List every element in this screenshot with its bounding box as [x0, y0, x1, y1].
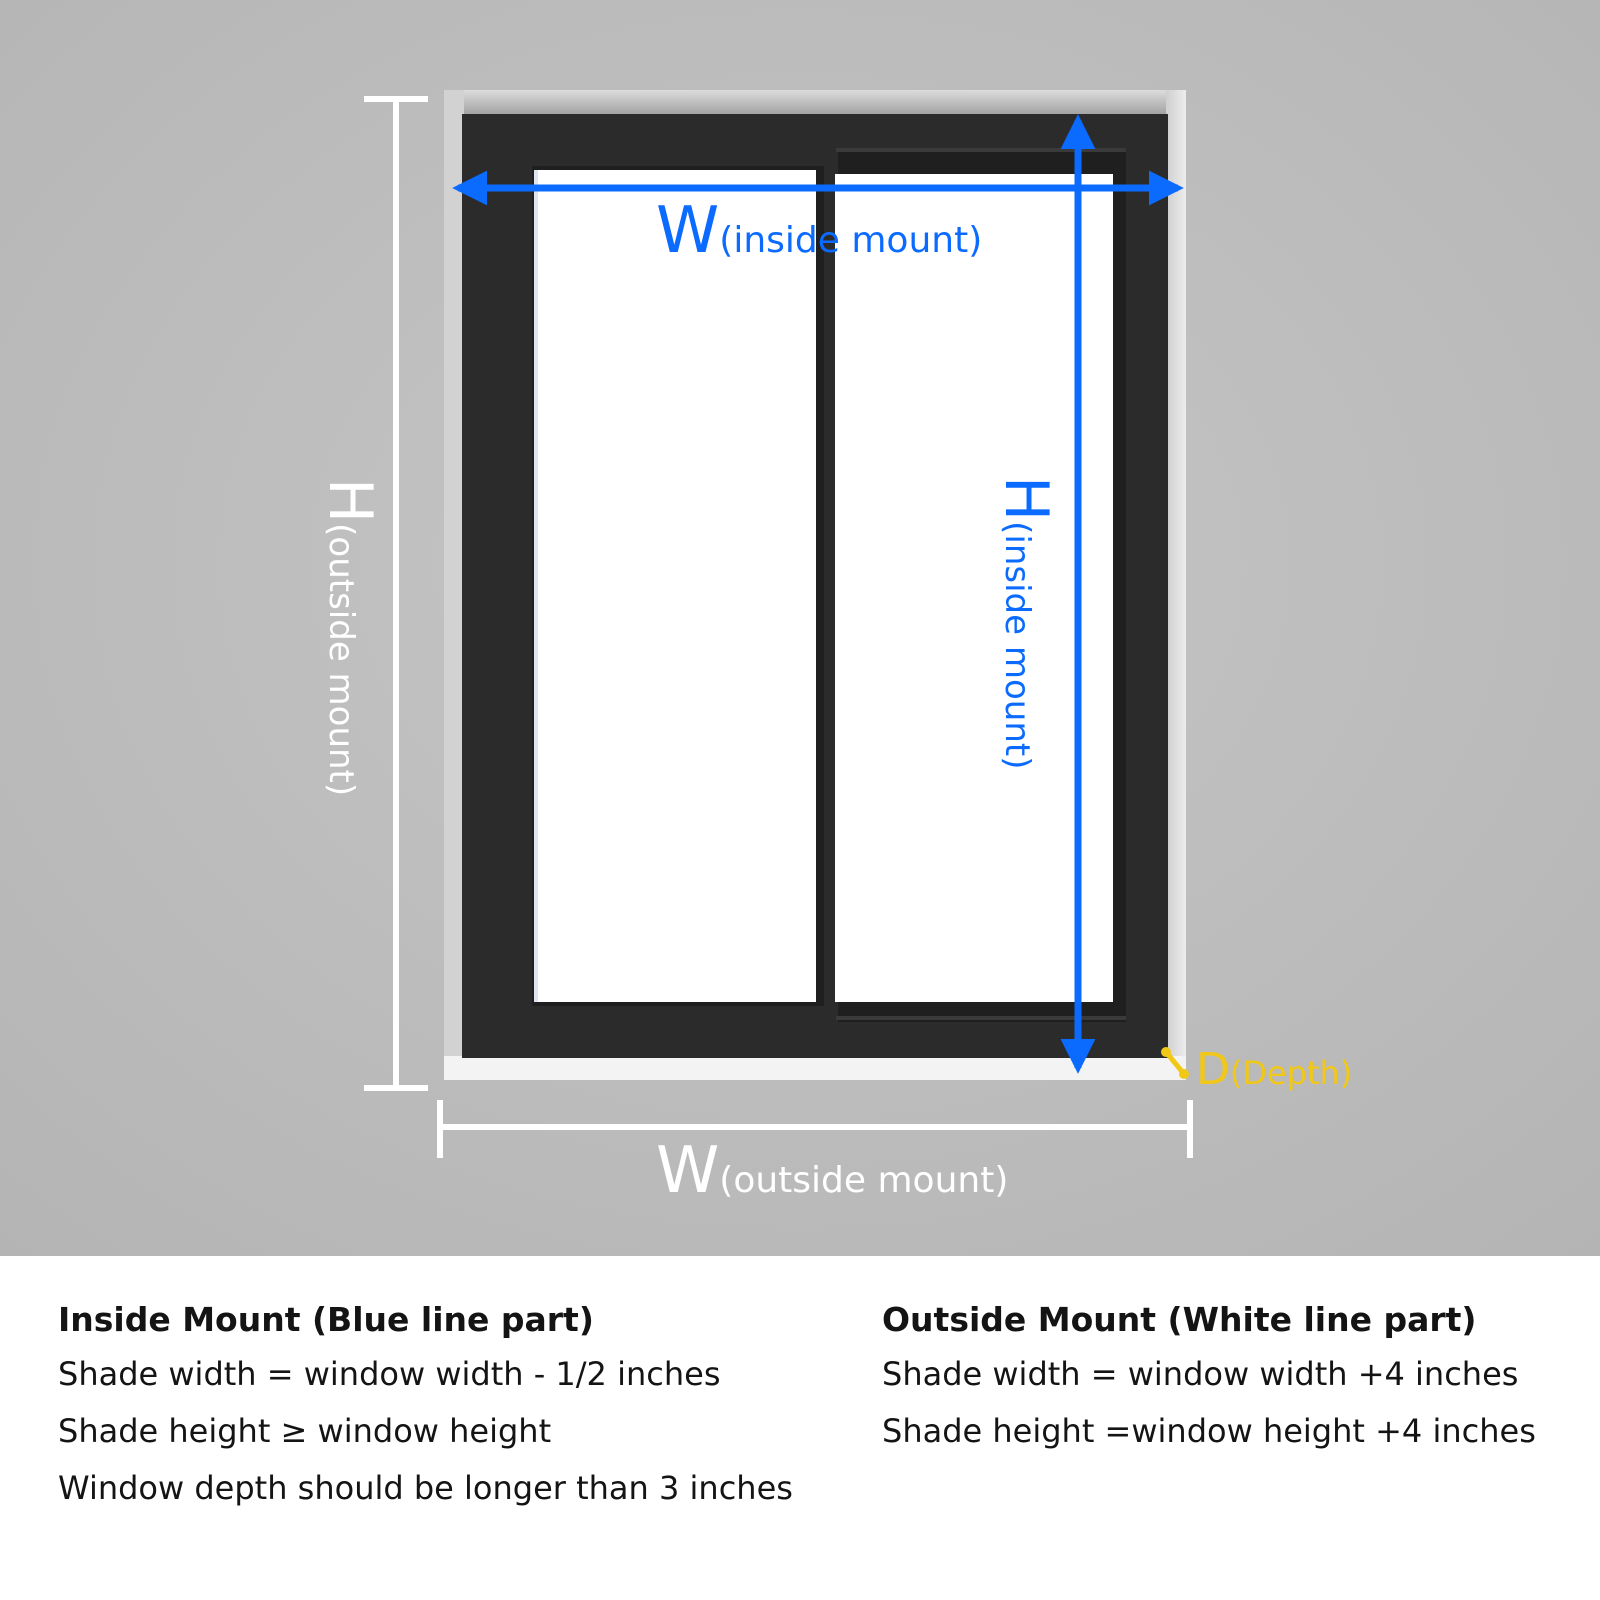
- outside-mount-line: Shade height =window height +4 inches: [882, 1412, 1536, 1450]
- inside-mount-heading: Inside Mount (Blue line part): [58, 1300, 594, 1339]
- left-glass-pane: [534, 170, 816, 1002]
- inside-mount-line: Shade height ≥ window height: [58, 1412, 552, 1450]
- w-inside-label: W(inside mount): [656, 194, 983, 268]
- outside-mount-notes: [882, 1300, 1536, 1469]
- w-outside-label: W(outside mount): [656, 1134, 1009, 1208]
- inside-mount-line: Shade width = window width - 1/2 inches: [58, 1355, 721, 1393]
- depth-label: D(Depth): [1196, 1044, 1353, 1095]
- outside-mount-heading: Outside Mount (White line part): [882, 1300, 1477, 1339]
- inside-mount-notes: [58, 1300, 793, 1526]
- right-glass-pane: [835, 174, 1113, 1002]
- outside-mount-line: Shade width = window width +4 inches: [882, 1355, 1519, 1393]
- inside-mount-line: Window depth should be longer than 3 inches: [58, 1469, 793, 1507]
- h-inside-label: H(inside mount): [991, 476, 1061, 770]
- h-outside-label: H(outside mount): [315, 478, 385, 797]
